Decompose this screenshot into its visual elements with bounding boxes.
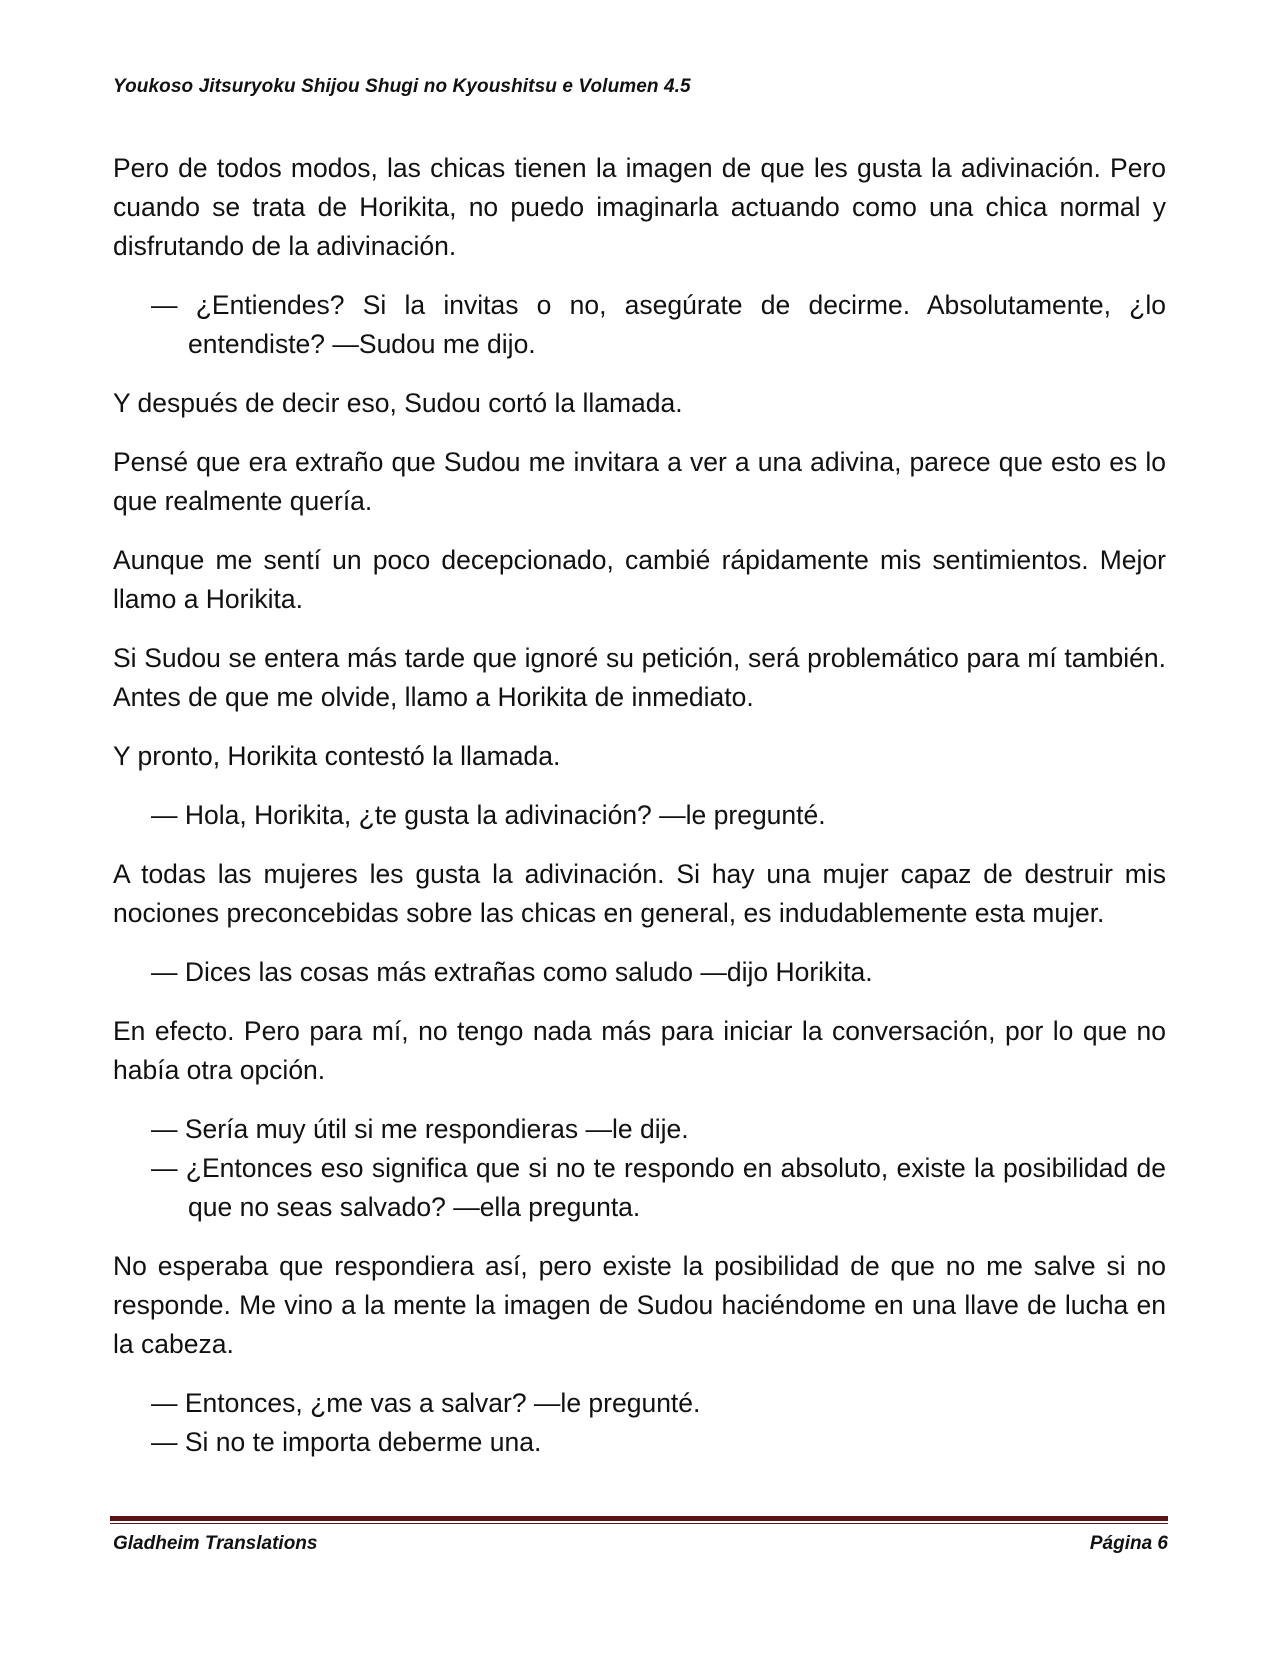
dialogue-line: — Hola, Horikita, ¿te gusta la adivinación? —le pregunté.: [151, 800, 826, 830]
header-title: Youkoso Jitsuryoku Shijou Shugi no Kyoushitsu e Volumen 4.5: [113, 76, 691, 97]
paragraph: Pero de todos modos, las chicas tienen la imagen de que les gusta la adivinación. Pero cuando se trata de Horikita, no puedo imaginarla actuando como una chica normal y disfrutando de la adivinación.: [113, 153, 1166, 261]
dialogue-line: — Dices las cosas más extrañas como saludo —dijo Horikita.: [151, 957, 873, 987]
dialogue-line: — Si no te importa deberme una.: [151, 1427, 542, 1457]
dialogue-group: [113, 286, 1166, 364]
dialogue-group: [113, 1384, 1166, 1462]
dialogue-group: [113, 1110, 1166, 1227]
dialogue-group: [113, 953, 1166, 992]
paragraph: Aunque me sentí un poco decepcionado, cambié rápidamente mis sentimientos. Mejor llamo a Horikita.: [113, 545, 1166, 614]
paragraph: Y después de decir eso, Sudou cortó la llamada.: [113, 388, 683, 418]
dialogue-line: — ¿Entonces eso significa que si no te respondo en absoluto, existe la posibilidad de que no seas salvado? —ella pregunta.: [151, 1153, 1166, 1222]
dialogue-line: — ¿Entiendes? Si la invitas o no, asegúrate de decirme. Absolutamente, ¿lo entendiste? —Sudou me dijo.: [151, 290, 1166, 359]
dialogue-line: — Entonces, ¿me vas a salvar? —le pregunté.: [151, 1388, 701, 1418]
paragraph: A todas las mujeres les gusta la adivinación. Si hay una mujer capaz de destruir mis nociones preconcebidas sobre las chicas en general, es indudablemente esta mujer.: [113, 859, 1166, 928]
paragraph: Pensé que era extraño que Sudou me invitara a ver a una adivina, parece que esto es lo que realmente quería.: [113, 447, 1166, 516]
footer-divider-thin: [110, 1523, 1168, 1524]
paragraph: Y pronto, Horikita contestó la llamada.: [113, 741, 561, 771]
paragraph: No esperaba que respondiera así, pero existe la posibilidad de que no me salve si no responde. Me vino a la mente la imagen de Sudou haciéndome en una llave de lucha en la cabeza.: [113, 1251, 1166, 1359]
dialogue-line: — Sería muy útil si me respondieras —le dije.: [151, 1114, 689, 1144]
footer-page-number: Página 6: [1089, 1533, 1168, 1554]
body-text: [113, 149, 1166, 1482]
footer-translator: Gladheim Translations: [113, 1533, 318, 1554]
footer-divider: [110, 1516, 1168, 1521]
paragraph: Si Sudou se entera más tarde que ignoré su petición, será problemático para mí también. Antes de que me olvide, llamo a Horikita de inmediato.: [113, 643, 1166, 712]
paragraph: En efecto. Pero para mí, no tengo nada más para iniciar la conversación, por lo que no había otra opción.: [113, 1016, 1166, 1085]
dialogue-group: [113, 796, 1166, 835]
